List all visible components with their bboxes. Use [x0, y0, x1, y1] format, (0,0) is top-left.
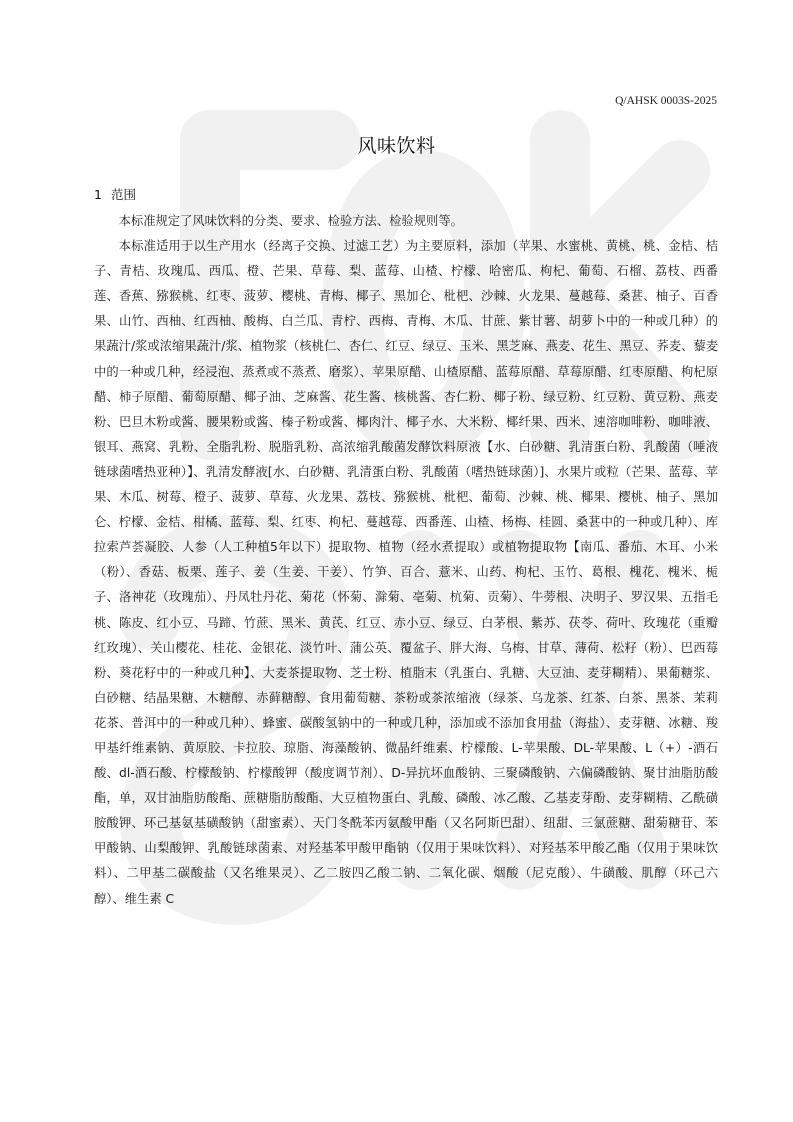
document-title: 风味饮料: [357, 135, 436, 157]
paragraph: 本标准规定了风味饮料的分类、要求、检验方法、检验规则等。: [118, 214, 463, 228]
section-heading: [94, 185, 136, 203]
section-number: 1: [94, 187, 102, 202]
paragraph: 本标准适用于以生产用水（经离子交换、过滤工艺）为主要原料，添加（苹果、水蜜桃、黄桃、桃、金桔、桔子、青桔、玫瑰瓜、西瓜、橙、芒果、草莓、梨、蓝莓、山楂、柠檬、哈密瓜、枸杞、葡萄、石榴、荔枝、西番莲、香蕉、猕猴桃、红枣、菠萝、樱桃、青梅、椰子、黑加仑、枇杷、沙棘、火龙果、蔓越莓、桑葚、柚子、百香果、山竹、西柚、红西柚、酸梅、白兰瓜、青柠、西梅、青梅、木瓜、甘蔗、紫甘薯、胡萝卜中的一种或几种）的果蔬汁/浆或浓缩果蔬汁/浆、植物浆（核桃仁、杏仁、红豆、绿豆、玉米、黑芝麻、燕麦、花生、黑豆、荞麦、藜麦中的一种或几种，经浸泡、蒸煮或不蒸煮、磨浆）、苹果原醋、山楂原醋、蓝莓原醋、草莓原醋、红枣原醋、枸杞原醋、柿子原醋、葡萄原醋、椰子油、芝麻酱、花生酱、核桃酱、杏仁粉、椰子粉、绿豆粉、红豆粉、黄豆粉、燕麦粉、巴旦木粉或酱、腰果粉或酱、榛子粉或酱、椰肉汁、椰子水、大米粉、椰纤果、西米、速溶咖啡粉、咖啡液、银耳、燕窝、乳粉、全脂乳粉、脱脂乳粉、高浓缩乳酸菌发酵饮料原液【水、白砂糖、乳清蛋白粉、乳酸菌（唾液链球菌嗜热亚种）】、乳清发酵液[水、白砂糖、乳清蛋白粉、乳酸菌（嗜热链球菌）]、水果片或粒（芒果、蓝莓、苹果、木瓜、树莓、橙子、菠萝、草莓、火龙果、荔枝、猕猴桃、枇杷、葡萄、沙棘、桃、椰果、樱桃、柚子、黑加仑、柠檬、金桔、柑橘、蓝莓、梨、红枣、枸杞、蔓越莓、西番莲、山楂、杨梅、桂圆、桑葚中的一种或几种）、库拉索芦荟凝胶、人参（人工种植5年以下）提取物、植物（经水煮提取）或植物提取物【南瓜、番茄、木耳、小米（粉）、香菇、板栗、莲子、姜（生姜、干姜）、竹笋、百合、薏米、山药、枸杞、玉竹、葛根、槐花、槐米、栀子、洛神花（玫瑰茄）、丹凤牡丹花、菊花（怀菊、滁菊、亳菊、杭菊、贡菊）、牛蒡根、决明子、罗汉果、五指毛桃、陈皮、红小豆、马蹄、竹蔗、黑米、黄芪、红豆、赤小豆、绿豆、白茅根、紫苏、茯苓、荷叶、玫瑰花（重瓣红玫瑰）、关山樱花、桂花、金银花、淡竹叶、蒲公英、覆盆子、胖大海、乌梅、甘草、薄荷、松籽（粉）、巴西莓粉、葵花籽中的一种或几种】、大麦茶提取物、芝士粉、植脂末（乳蛋白、乳糖、大豆油、麦芽糊精）、果葡糖浆、白砂糖、结晶果糖、木糖醇、赤藓糖醇、食用葡萄糖、茶粉或茶浓缩液（绿茶、乌龙茶、红茶、白茶、黑茶、茉莉花茶、普洱中的一种或几种）、蜂蜜、碳酸氢钠中的一种或几种，添加或不添加食用盐（海盐）、麦芽糖、冰糖、羧甲基纤维素钠、黄原胶、卡拉胶、琼脂、海藻酸钠、微晶纤维素、柠檬酸、L-苹果酸、DL-苹果酸、L（+）-酒石酸、dl-酒石酸、柠檬酸钠、柠檬酸钾（酸度调节剂）、D-异抗坏血酸钠、三聚磷酸钠、六偏磷酸钠、聚甘油脂肪酸酯，单，双甘油脂肪酸酯、蔗糖脂肪酸酯、大豆植物蛋白、乳酸、磷酸、冰乙酸、乙基麦芽酚、麦芽糊精、乙酰磺胺酸钾、环己基氨基磺酸钠（甜蜜素）、天门冬酰苯丙氨酸甲酯（又名阿斯巴甜）、纽甜、三氯蔗糖、甜菊糖苷、苯甲酸钠、山梨酸钾、乳酸链球菌素、对羟基苯甲酸甲酯钠（仅用于果味饮料）、对羟基苯甲酸乙酯（仅用于果味饮料）、二甲基二碳酸盐（又名维果灵）、乙二胺四乙酸二钠、二氧化碳、烟酸（尼克酸）、牛磺酸、肌醇（环己六醇）、维生素 C: [94, 239, 718, 906]
document-code: Q/AHSK 0003S-2025: [615, 95, 717, 107]
document-body: [94, 209, 718, 912]
section-heading-text: 范围: [110, 187, 136, 202]
